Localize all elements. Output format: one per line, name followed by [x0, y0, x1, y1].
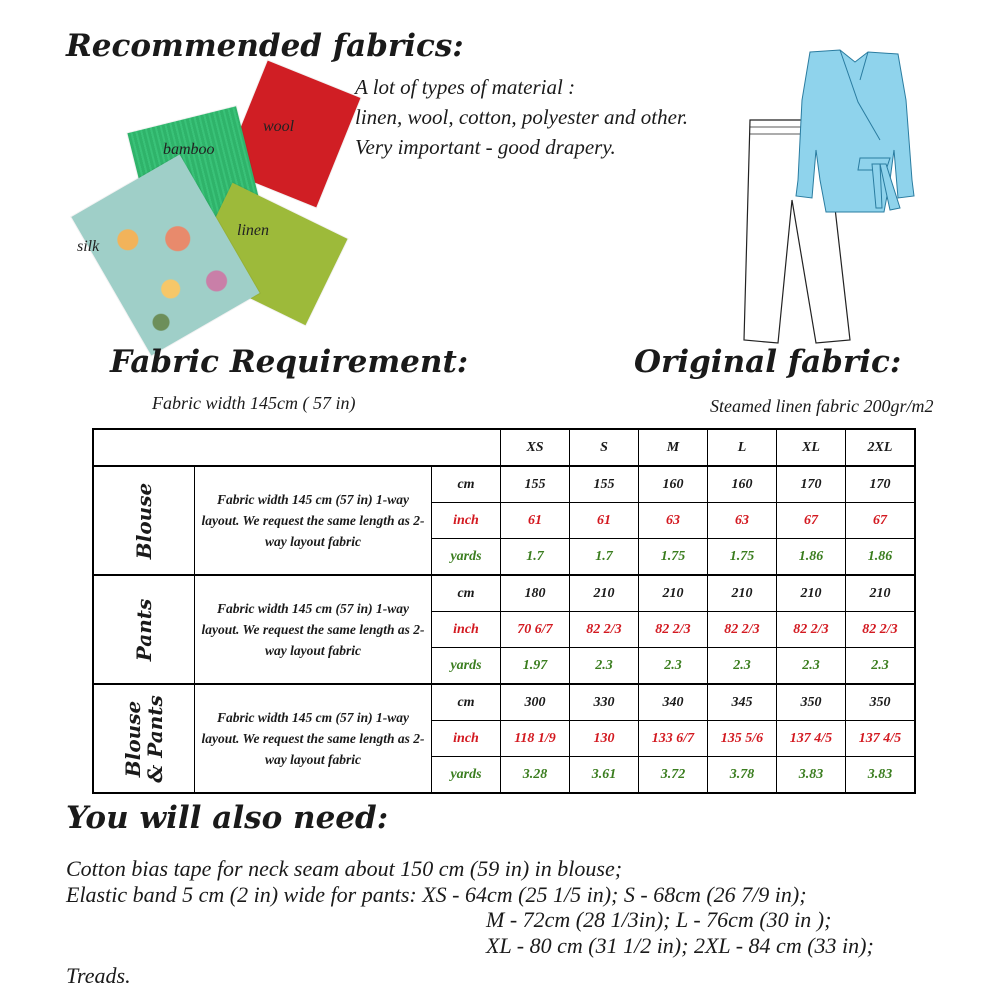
intro-line: Very important - good drapery.: [355, 135, 616, 159]
unit-cm: cm: [432, 466, 501, 503]
table-cell: 67: [846, 503, 916, 539]
table-cell: 3.61: [570, 757, 639, 794]
table-cell: 70 6/7: [501, 612, 570, 648]
table-cell: 82 2/3: [570, 612, 639, 648]
table-cell: 3.72: [639, 757, 708, 794]
table-cell: 330: [570, 684, 639, 721]
original-fabric-heading: Original fabric:: [634, 344, 902, 380]
table-cell: 82 2/3: [639, 612, 708, 648]
table-cell: 160: [639, 466, 708, 503]
wool-label: wool: [263, 118, 295, 135]
table-cell: 3.78: [708, 757, 777, 794]
table-cell: 350: [777, 684, 846, 721]
group-description: Fabric width 145 cm (57 in) 1-way layout. We request the same length as 2-way layout fabric: [195, 684, 432, 793]
recommended-fabrics-heading: Recommended fabrics:: [66, 28, 464, 64]
table-cell: 67: [777, 503, 846, 539]
size-header-row: [93, 429, 915, 466]
size-header: XS: [501, 429, 570, 466]
intro-line: linen, wool, cotton, polyester and other.: [355, 105, 689, 129]
table-cell: 340: [639, 684, 708, 721]
fabric-requirement-table: [92, 428, 916, 794]
table-cell: 118 1/9: [501, 721, 570, 757]
table-cell: 170: [777, 466, 846, 503]
also-need-line: Cotton bias tape for neck seam about 150 cm (59 in) in blouse;: [66, 856, 623, 881]
table-cell: 63: [708, 503, 777, 539]
table-cell: 1.75: [639, 539, 708, 576]
group-label-blouse: Blouse: [93, 466, 195, 575]
table-cell: 160: [708, 466, 777, 503]
table-cell: 137 4/5: [777, 721, 846, 757]
table-cell: 300: [501, 684, 570, 721]
table-cell: 3.28: [501, 757, 570, 794]
unit-cm: cm: [432, 684, 501, 721]
table-cell: 2.3: [777, 648, 846, 685]
table-cell: 1.86: [846, 539, 916, 576]
also-need-line: Elastic band 5 cm (2 in) wide for pants: XS - 64cm (25 1/5 in); S - 68cm (26 7/9 in);: [66, 882, 807, 907]
unit-yards: yards: [432, 648, 501, 685]
group-label-pants: Pants: [93, 575, 195, 684]
size-header: L: [708, 429, 777, 466]
original-fabric-note: Steamed linen fabric 200gr/m2: [710, 396, 934, 416]
table-cell: 210: [570, 575, 639, 612]
table-corner: [93, 429, 501, 466]
table-cell: 82 2/3: [708, 612, 777, 648]
table-cell: 135 5/6: [708, 721, 777, 757]
table-cell: 61: [501, 503, 570, 539]
table-cell: 2.3: [570, 648, 639, 685]
also-need-line: XL - 80 cm (31 1/2 in); 2XL - 84 cm (33 in);: [486, 933, 874, 958]
group-description: Fabric width 145 cm (57 in) 1-way layout. We request the same length as 2-way layout fabric: [195, 466, 432, 575]
size-header: XL: [777, 429, 846, 466]
table-cell: 210: [639, 575, 708, 612]
also-need-line: Treads.: [66, 963, 131, 988]
table-cell: 2.3: [846, 648, 916, 685]
table-cell: 1.7: [570, 539, 639, 576]
table-cell: 130: [570, 721, 639, 757]
size-header: M: [639, 429, 708, 466]
table-cell: 210: [846, 575, 916, 612]
table-cell: 137 4/5: [846, 721, 916, 757]
table-cell: 1.7: [501, 539, 570, 576]
size-header: 2XL: [846, 429, 916, 466]
also-need-line: M - 72cm (28 1/3in); L - 76cm (30 in );: [486, 907, 832, 932]
unit-inch: inch: [432, 721, 501, 757]
table-cell: 155: [501, 466, 570, 503]
unit-inch: inch: [432, 612, 501, 648]
group-label-blouse-pants: Blouse & Pants: [93, 684, 195, 793]
table-row: [93, 575, 915, 612]
garment-illustration: [730, 40, 930, 350]
table-cell: 2.3: [708, 648, 777, 685]
group-description: Fabric width 145 cm (57 in) 1-way layout. We request the same length as 2-way layout fabric: [195, 575, 432, 684]
unit-yards: yards: [432, 539, 501, 576]
table-cell: 180: [501, 575, 570, 612]
table-cell: 170: [846, 466, 916, 503]
table-cell: 61: [570, 503, 639, 539]
table-cell: 350: [846, 684, 916, 721]
table-cell: 3.83: [846, 757, 916, 794]
intro-line: A lot of types of material :: [355, 75, 576, 99]
bamboo-label: bamboo: [163, 141, 215, 158]
intro-text: [355, 72, 688, 162]
table-cell: 210: [777, 575, 846, 612]
table-cell: 1.75: [708, 539, 777, 576]
silk-label: silk: [77, 238, 100, 255]
also-need-heading: You will also need:: [66, 800, 389, 836]
table-cell: 2.3: [639, 648, 708, 685]
size-header: S: [570, 429, 639, 466]
table-cell: 1.97: [501, 648, 570, 685]
unit-cm: cm: [432, 575, 501, 612]
table-cell: 82 2/3: [777, 612, 846, 648]
unit-inch: inch: [432, 503, 501, 539]
table-row: [93, 684, 915, 721]
table-cell: 63: [639, 503, 708, 539]
unit-yards: yards: [432, 757, 501, 794]
table-cell: 1.86: [777, 539, 846, 576]
linen-label: linen: [237, 222, 269, 239]
table-cell: 345: [708, 684, 777, 721]
table-cell: 3.83: [777, 757, 846, 794]
table-cell: 133 6/7: [639, 721, 708, 757]
table-cell: 82 2/3: [846, 612, 916, 648]
table-row: [93, 466, 915, 503]
fabric-requirement-heading: Fabric Requirement:: [110, 344, 469, 380]
fabric-width-note: Fabric width 145cm ( 57 in): [152, 393, 356, 413]
table-cell: 210: [708, 575, 777, 612]
table-cell: 155: [570, 466, 639, 503]
